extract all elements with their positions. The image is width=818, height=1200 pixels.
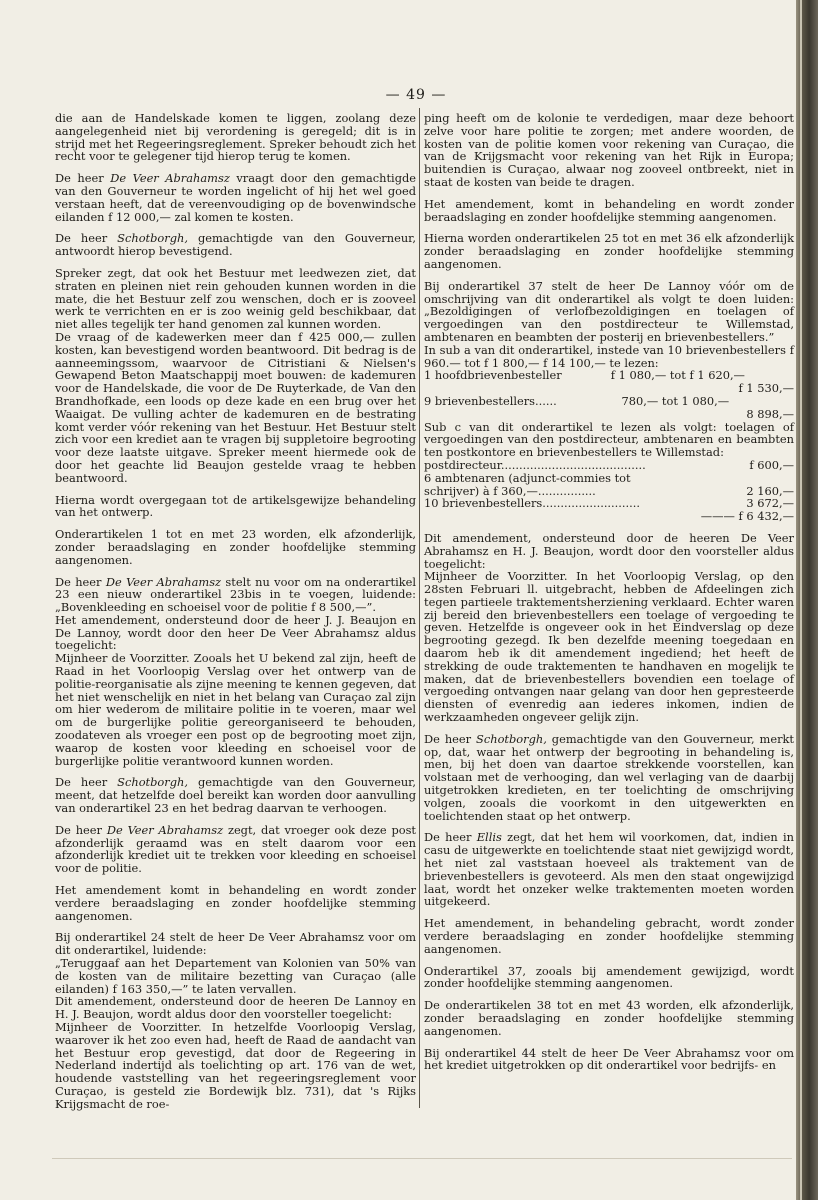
table-row: f 1 530,— (738, 381, 794, 396)
page-number: — 49 — (385, 87, 447, 103)
paragraph: De heer Schotborgh, gemachtigde van den Gouverneur, antwoordt hierop bevestigend. (55, 231, 416, 259)
column-divider (419, 108, 420, 1108)
speaker-name: De Veer Abrahamsz (110, 171, 230, 186)
table-row: 6 ambtenaren (adjunct-commies tot (424, 470, 631, 485)
paragraph: De heer De Veer Abrahamsz zegt, dat vroeger ook deze post afzonderlijk geraamd was en stelt daarom voor een afzonderlijk krediet uit te trekken voor kleeding en schoeisel voor de politie. (55, 822, 417, 876)
paragraph: Mijnheer de Voorzitter. In het Voorloopig Verslag, op den 28sten Februari ll. uitgebracht, hebben de Afdeelingen zich tegen partieele traktementsherziening verklaard. Echter waren zij bereid den brievenbestellers een toelage of vergoeding te geven. Hetzelfde is ongeveer ook in het Eindverslag op deze begrooting gezegd. Ik ben dezelfde meening toegedaan en daarom heb ik dit amendement ingediend; het heeft de strekking de oude traktementen te handhaven en mogelijk te maken, dat de brievenbestellers bovendien een toelage of vergoeding ontvangen naar gelang van door hen gepresteerde diensten of evenredig aan iederes inkomen, indien de werkzaamheden ongeveer gelijk zijn. (424, 569, 794, 725)
paragraph: Dit amendement, ondersteund door de heeren De Lannoy en H. J. Beaujon, wordt aldus door den voorsteller toegelicht: (55, 994, 416, 1022)
salary-table-c (424, 459, 794, 523)
speaker-name: Schotborgh, (117, 231, 188, 246)
paragraph: De heer Schotborgh, gemachtigde van den Gouverneur, meent, dat hetzelfde doel bereikt kan worden door aanvulling van onderartikel 23 en het bedrag daarvan te verhoogen. (55, 775, 416, 816)
paragraph: Mijnheer de Voorzitter. In hetzelfde Voorloopig Verslag, waarover ik het zoo even had, heeft de Raad de aandacht van het Bestuur erop gevestigd, dat door de Regeering in Nederland indertijd als toelichting op art. 176 van de wet, houdende vaststelling van het regeeringsreglement voor Curaçao, is gesteld zie Bordewijk blz. 731), dat 's Rijks Krijgsmacht de roe- (55, 1020, 416, 1111)
salary-table-a (424, 369, 794, 420)
paragraph: De heer Ellis zegt, dat het hem wil voorkomen, dat, indien in casu de uitgewerkte en toelichtende staat niet gewijzigd wordt, het niet zal vaststaan hoeveel als traktement van de brievenbestellers is gevoteerd. Als men den staat ongewijzigd laat, wordt het onzeker welke traktementen moeten worden uitgekeerd. (424, 830, 795, 909)
paragraph: De onderartikelen 38 tot en met 43 worden, elk afzonderlijk, zonder beraadslaging en zonder hoofdelijke stemming aangenomen. (424, 998, 794, 1038)
paragraph: Dit amendement, ondersteund door de heeren De Veer Abrahamsz en H. J. Beaujon, wordt door den voorsteller aldus toegelicht: (424, 530, 794, 571)
paragraph: De heer Schotborgh, gemachtigde van den Gouverneur, merkt op, dat, waar het ontwerp der begrooting in behandeling is, men, bij het doen van daartoe strekkende voorstellen, kan volstaan met de verhooging, dan wel verlaging van de daarbij uitgetrokken kredieten, en ter toelichting de omschrijving volgen, zooals die voorkomt in den uitgewerkten en toelichtenden staat op het ontwerp. (424, 731, 795, 823)
paragraph: De heer De Veer Abrahamsz stelt nu voor om na onderartikel 23 een nieuw onderartikel 23bis in te voegen, luidende: „Bovenkleeding en schoeisel voor de politie f 8 500,—”. (55, 574, 416, 615)
paragraph: Bij onderartikel 24 stelt de heer De Veer Abrahamsz voor om dit onderartikel, luidende: (55, 930, 416, 958)
paragraph: die aan de Handelskade komen te liggen, zoolang deze aangelegenheid niet bij verordening is geregeld; dit is in strijd met het Regeeringsreglement. Spreker behoudt zich het recht voor te gelegener tijd hierop terug te komen. (55, 111, 416, 164)
paragraph: Hierna worden onderartikelen 25 tot en met 36 elk afzonderlijk zonder beraadslaging en zonder hoofdelijke stemming aangenomen. (424, 231, 794, 271)
table-row: 1 hoofdbrievenbesteller f 1 080,— tot f 1 620,— (424, 368, 745, 383)
right-column (424, 112, 794, 1072)
table-row: 8 898,— (746, 406, 794, 421)
left-column (55, 112, 416, 1111)
paragraph: Sub c van dit onderartikel te lezen als volgt: toelagen of vergoedingen van den postdirecteur, ambtenaren en beambten ten postkontore en brievenbestellers te Willemstad: (424, 419, 794, 460)
table-row: postdirecteur........................................ f 600,— (424, 457, 794, 472)
paragraph: Hierna wordt overgegaan tot de artikelsgewijze behandeling van het ontwerp. (55, 492, 416, 520)
paragraph: Onderartikelen 1 tot en met 23 worden, elk afzonderlijk, zonder beraadslaging en zonder hoofdelijke stemming aangenomen. (55, 527, 416, 567)
paragraph: Het amendement komt in behandeling en wordt zonder verdere beraadslaging en zonder hoofdelijke stemming aangenomen. (55, 883, 416, 923)
paragraph: De vraag of de kadewerken meer dan f 425 000,— zullen kosten, kan bevestigend worden beantwoord. Dit bedrag is de aanneemingssom, waarvoor de Citristiani & Nielsen's Gewapend Beton Maatschappij moet bouwen: de kademuren voor de Handelskade, die voor de De Ruyterkade, de Van den Brandhofkade, een loods op deze kade en een brug over het Waaigat. De vulling achter de kademuren en de bestrating komt verder vóór rekening van het Bestuur. Het Bestuur stelt zich voor een krediet aan te vragen bij suppletoire begrooting voor deze laatste uitgave. Spreker meent hiermede ook de door het geachte lid Beaujon gestelde vraag te hebben beantwoord. (55, 329, 416, 485)
table-row: 10 brievenbestellers........................... 3 672,— (424, 496, 794, 511)
paragraph: In sub a van dit onderartikel, instede van 10 brievenbestellers f 960.— tot f 1 800,— f 14 100,— te lezen: (424, 342, 794, 370)
paragraph: Bij onderartikel 37 stelt de heer De Lannoy vóór om de omschrijving van dit onderartikel als volgt te doen luiden: „Bezoldigingen of verlofbezoldigingen en toelagen of vergoedingen van den postdirecteur te Willemstad, ambtenaren en beambten der posterij en brievenbestellers.” (424, 278, 794, 344)
paragraph: Het amendement, komt in behandeling en wordt zonder beraadslaging en zonder hoofdelijke stemming aangenomen. (424, 196, 794, 224)
table-row: 9 brievenbestellers...... 780,— tot 1 080,— (424, 393, 730, 408)
speaker-name: Schotborgh, (117, 775, 188, 790)
speaker-name: Ellis (476, 830, 502, 845)
paragraph: Het amendement, ondersteund door de heer J. J. Beaujon en De Lannoy, wordt door den heer De Veer Abrahamsz aldus toegelicht: (55, 612, 416, 653)
speaker-name: De Veer Abrahamsz (105, 574, 222, 589)
paragraph: Spreker zegt, dat ook het Bestuur met leedwezen ziet, dat straten en pleinen niet rein gehouden kunnen worden in die mate, die het Bestuur zelf zou wenschen, doch er is zooveel werk te verrichten en er is zoo weinig geld beschikbaar, dat niet alles tegelijk ter hand genomen zal kunnen worden. (55, 265, 416, 332)
paragraph: De heer De Veer Abrahamsz vraagt door den gemachtigde van den Gouverneur te worden ingelicht of hij het wel goed verstaan heeft, dat de vereenvoudiging op de bovenwindsche eilanden f 12 000,— zal komen te kosten. (55, 171, 417, 224)
paragraph: Bij onderartikel 44 stelt de heer De Veer Abrahamsz voor om het krediet uitgetrokken op dit onderartikel voor bedrijfs- en (424, 1045, 794, 1073)
paragraph: ping heeft om de kolonie te verdedigen, maar deze behoort zelve voor hare politie te zorgen; met andere woorden, de kosten van de politie komen voor rekening van Curaçao, die van de Krijgsmacht voor rekening van het Rijk in Europa; buitendien is Curaçao, alwaar nog zooveel ontbreekt, niet in staat de kosten van beide te dragen. (424, 111, 794, 189)
paragraph: Het amendement, in behandeling gebracht, wordt zonder verdere beraadslaging en zonder hoofdelijke stemming aangenomen. (424, 916, 794, 956)
paragraph: „Teruggaaf aan het Departement van Kolonien van 50% van de kosten van de militaire bezetting van Curaçao (alle eilanden) f 163 350,—” te laten vervallen. (55, 956, 416, 996)
paragraph: Mijnheer de Voorzitter. Zooals het U bekend zal zijn, heeft de Raad in het Voorloopig Verslag over het ontwerp van de politie-reorganisatie als zijne meening te kennen gegeven, dat het niet wenschelijk en niet in het belang van Curaçao zal zijn om hier wederom de militaire politie in te voeren, maar wel om de burgerlijke politie gereorganiseerd te behouden, zoodateven als vroeger een post op de begrooting moet zijn, waarop de kosten voor kleeding en schoeisel voor de burgerlijke politie verantwoord kunnen worden. (55, 651, 416, 768)
speaker-name: De Veer Abrahamsz (106, 822, 224, 837)
table-row: schrijver) à f 360,—................ 2 160,— (424, 483, 794, 498)
paragraph: Onderartikel 37, zooals bij amendement gewijzigd, wordt zonder hoofdelijke stemming aangenomen. (424, 963, 794, 991)
table-row: ——— f 6 432,— (700, 509, 794, 524)
speaker-name: Schotborgh, (476, 731, 547, 746)
scan-binding-edge (796, 0, 818, 1200)
page-bottom-rule (52, 1158, 792, 1159)
